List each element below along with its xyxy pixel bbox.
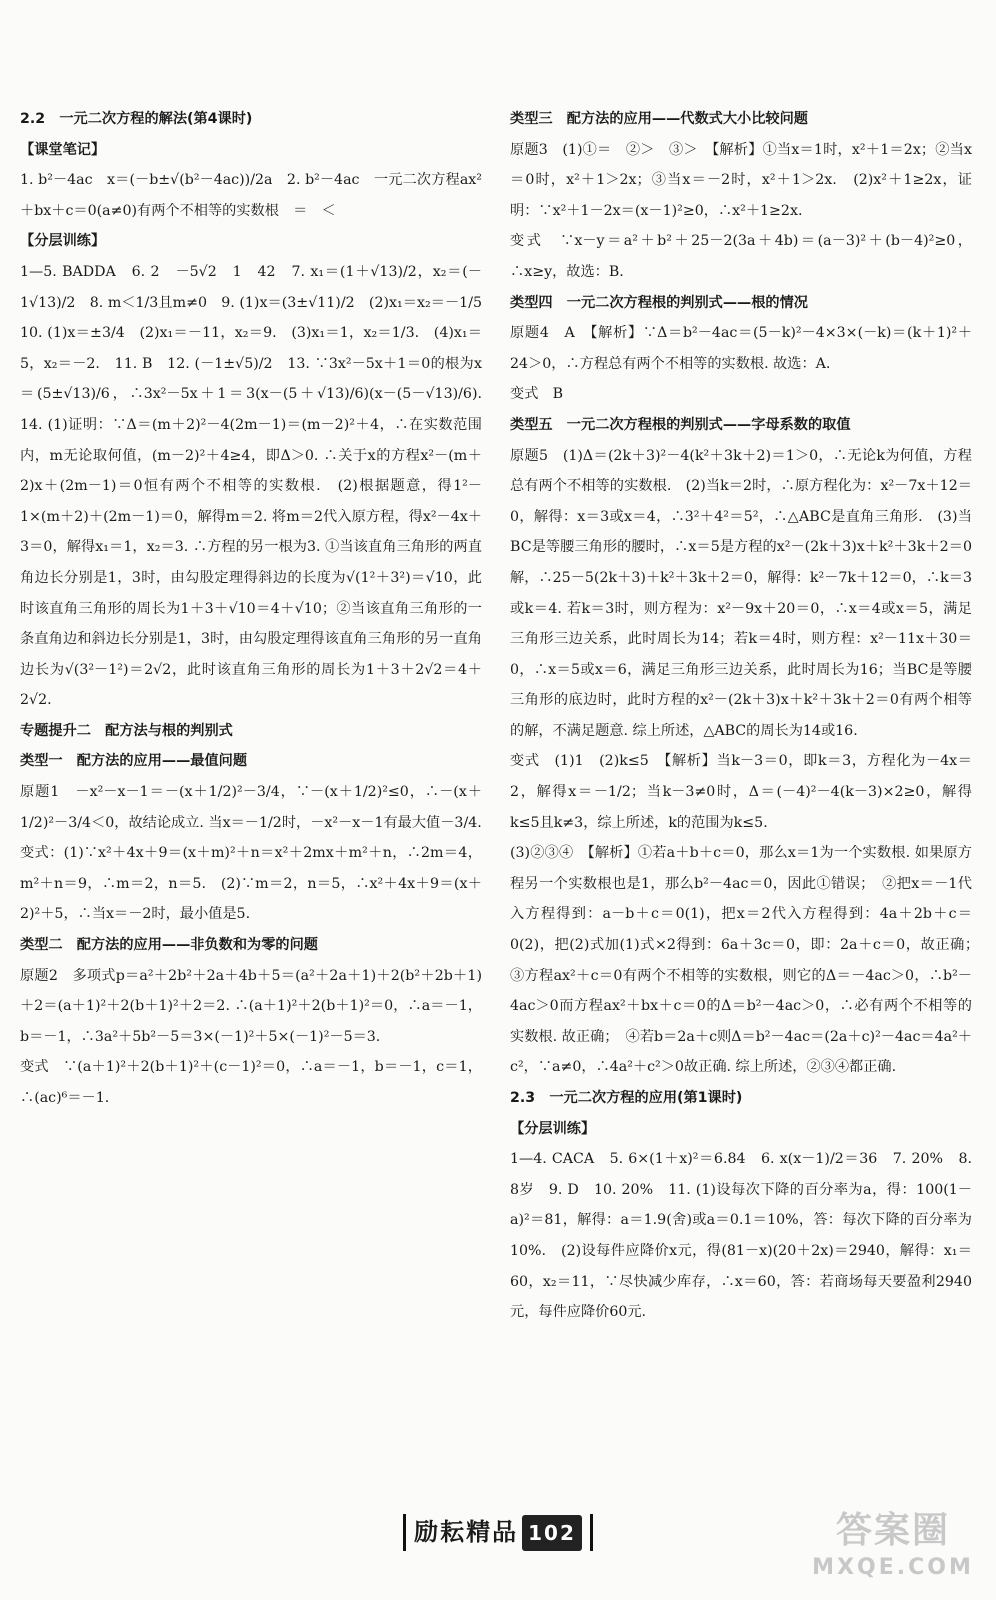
answer-paragraph: (3)②③④ 【解析】①若a＋b＋c＝0，那么x＝1为一个实数根. 如果原方程另一个实数根也是1，那么b²－4ac＝0，因此①错误； ②把x＝－1代入方程得到：a－b＋c＝0(1)，把x＝2代入方程得到：4a＋2b＋c＝0(2)，把(2)式加(1)式×2得到：6a＋3c＝0，即：2a＋c＝0，故正确； ③方程ax²＋c＝0有两个不相等的实数根，则它的Δ＝－4ac＞0，∴b²－4ac＞0而方程ax²＋bx＋c＝0的Δ＝b²－4ac＞0，∴必有两个不相等的实数根. 故正确； ④若b＝2a＋c则Δ＝b²－4ac＝(2a＋c)²－4ac＝4a²＋c²，∵a≠0，∴4a²＋c²＞0故正确. 综上所述，②③④都正确. [510, 845, 987, 1076]
answer-paragraph: 原题1 －x²－x－1＝－(x＋1/2)²－3/4，∵－(x＋1/2)²≤0，∴－(x＋1/2)²－3/4＜0，故结论成立. 当x＝－1/2时，－x²－x－1有最大值－3/4. [20, 784, 482, 831]
answer-paragraph: 1. b²－4ac x＝(－b±√(b²－4ac))/2a 2. b²－4ac 一元二次方程ax²＋bx＋c＝0(a≠0)有两个不相等的实数根 ＝ ＜ [20, 172, 482, 219]
watermark-url: MXQE.COM [812, 1555, 974, 1580]
answer-paragraph: 原题2 多项式p＝a²＋2b²＋2a＋4b＋5＝(a²＋2a＋1)＋2(b²＋2b＋1)＋2＝(a＋1)²＋2(b＋1)²＋2＝2. ∴(a＋1)²＋2(b＋1)²＝0，∴a＝－1，b＝－1，∴3a²＋5b²－5＝3×(－1)²＋5×(－1)²－5＝3. [20, 967, 482, 1045]
lesson-title: 2.3 一元二次方程的应用(第1课时) [510, 1090, 743, 1106]
answer-paragraph: 变式：(1)∵x²＋4x＋9＝(x＋m)²＋n＝x²＋2mx＋m²＋n，∴2m＝4，m²＋n＝9，∴m＝2，n＝5. (2)∵m＝2，n＝5，∴x²＋4x＋9＝(x＋2)²＋5，∴当x＝－2时，最小值是5. [20, 845, 482, 923]
watermark-text: 答案圈 [835, 1510, 950, 1551]
section-heading: 【分层训练】 [20, 233, 106, 250]
section-heading: 【分层训练】 [510, 1120, 596, 1137]
brand-name: 励耘精品 [414, 1518, 519, 1546]
answer-paragraph: 变式 (1)1 (2)k≤5 【解析】当k－3＝0，即k＝3，方程化为－4x＝2，解得x＝－1/2；当k－3≠0时，Δ＝(－4)²－4(k－3)×2≥0，解得k≤5且k≠3，综上所述，k的范围为k≤5. [510, 753, 972, 831]
type-heading: 类型一 配方法的应用——最值问题 [20, 753, 248, 770]
topic-title: 专题提升二 配方法与根的判别式 [20, 722, 233, 739]
answer-paragraph: 原题4 A 【解析】∵Δ＝b²－4ac＝(5－k)²－4×3×(－k)＝(k＋1)²＋24＞0，∴方程总有两个不相等的实数根. 故选：A. [510, 325, 972, 372]
answer-paragraph: 变式 ∵(a＋1)²＋2(b＋1)²＋(c－1)²＝0，∴a＝－1，b＝－1，c＝1，∴(ac)⁶＝－1. [20, 1059, 482, 1106]
answer-paragraph: 原题5 (1)Δ＝(2k＋3)²－4(k²＋3k＋2)＝1＞0，∴无论k为何值，方程总有两个不相等的实数根. (2)当k＝2时，∴原方程化为：x²－7x＋12＝0，解得：x＝3或x＝4，∴3²＋4²＝5²，∴△ABC是直角三角形. (3)当BC是等腰三角形的腰时，∴x＝5是方程的x²－(2k＋3)x＋k²＋3k＋2＝0解，∴25－5(2k＋3)＋k²＋3k＋2＝0，解得：k²－7k＋12＝0，∴k＝3或k＝4. 若k＝3时，则方程为：x²－9x＋20＝0，∴x＝4或x＝5，满足三角形三边关系，此时周长为14；若k＝4时，则方程：x²－11x＋30＝0，∴x＝5或x＝6，满足三角形三边关系，此时周长为16；当BC是等腰三角形的底边时，此时方程的x²－(2k＋3)x＋k²＋3k＋2＝0有两个相等的解，不满足题意. 综上所述，△ABC的周长为14或16. [510, 447, 972, 739]
section-heading: 【课堂笔记】 [20, 141, 106, 158]
answer-paragraph: 原题3 (1)①＝ ②＞ ③＞ 【解析】①当x＝1时，x²＋1＝2x；②当x＝0时，x²＋1＞2x；③当x＝－2时，x²＋1＞2x. (2)x²＋1≥2x，证明：∵x²＋1－2x＝(x－1)²≥0，∴x²＋1≥2x. [510, 141, 972, 219]
right-column [510, 104, 987, 1328]
answer-paragraph: 变式 B [510, 386, 563, 403]
type-heading: 类型五 一元二次方程根的判别式——字母系数的取值 [510, 416, 851, 433]
type-heading: 类型三 配方法的应用——代数式大小比较问题 [510, 111, 808, 127]
left-column [20, 104, 497, 1114]
answer-paragraph: 1—4. CACA 5. 6×(1＋x)²＝6.84 6. x(x－1)/2＝36 7. 20% 8. 8岁 9. D 10. 20% 11. (1)设每次下降的百分率为a，得：100(1－a)²＝81，解得：a＝1.9(舍)或a＝0.1＝10%，答：每次下降的百分率为10%. (2)设每件应降价x元，得(81－x)(20＋2x)＝2940，解得：x₁＝60，x₂＝11，∵尽快减少库存，∴x＝60，答：若商场每天要盈利2940元，每件应降价60元. [510, 1151, 972, 1321]
answer-paragraph: 变式 ∵x－y＝a²＋b²＋25－2(3a＋4b)＝(a－3)²＋(b－4)²≥0，∴x≥y，故选：B. [510, 233, 972, 280]
answer-paragraph: 1—5. BADDA 6. 2 －5√2 1 42 7. x₁＝(1＋√13)/2，x₂＝(－1√13)/2 8. m＜1/3且m≠0 9. (1)x＝(3±√11)/2 (2)x₁＝x₂＝－1/5 10. (1)x＝±3/4 (2)x₁＝－11，x₂＝9. (3)x₁＝1，x₂＝1/3. (4)x₁＝5，x₂＝－2. 11. B 12. (－1±√5)/2 13. ∵3x²－5x＋1＝0的根为x＝(5±√13)/6，∴3x²－5x＋1＝3(x－(5＋√13)/6)(x－(5－√13)/6). 14. (1)证明：∵Δ＝(m＋2)²－4(2m－1)＝(m－2)²＋4，∴在实数范围内，m无论取何值，(m－2)²＋4≥4，即Δ＞0. ∴关于x的方程x²－(m＋2)x＋(2m－1)＝0恒有两个不相等的实数根. (2)根据题意，得1²－1×(m＋2)＋(2m－1)＝0，解得m＝2. 将m＝2代入原方程，得x²－4x＋3＝0，解得x₁＝1，x₂＝3. ∴方程的另一根为3. ①当该直角三角形的两直角边长分别是1，3时，由勾股定理得斜边的长度为√(1²＋3²)＝√10，此时该直角三角形的周长为1＋3＋√10＝4＋√10；②当该直角三角形的一条直角边和斜边长分别是1，3时，由勾股定理得该直角三角形的另一直角边长为√(3²－1²)＝2√2，此时该直角三角形的周长为1＋3＋2√2＝4＋2√2. [20, 263, 497, 709]
type-heading: 类型四 一元二次方程根的判别式——根的情况 [510, 294, 808, 311]
page-number: 102 [522, 1515, 582, 1551]
lesson-title: 2.2 一元二次方程的解法(第4课时) [20, 111, 253, 127]
watermark [808, 1508, 978, 1590]
brand-logo [403, 1514, 593, 1551]
type-heading: 类型二 配方法的应用——非负数和为零的问题 [20, 937, 318, 954]
